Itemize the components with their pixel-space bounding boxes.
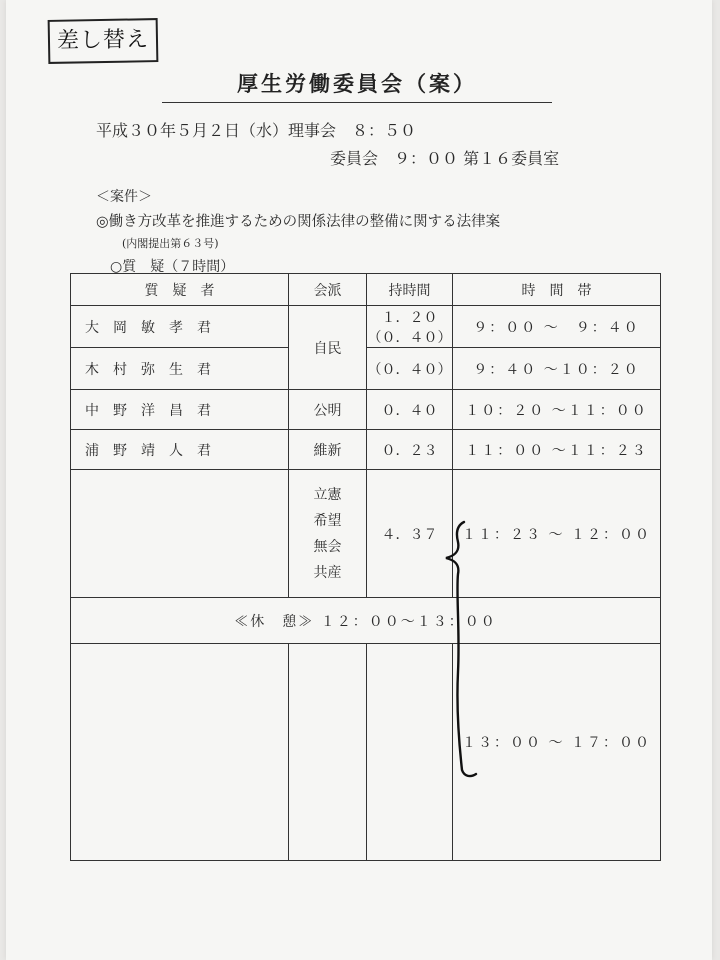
party-cell-empty: [289, 644, 367, 861]
party-cell: 公明: [289, 390, 367, 430]
questioner-name: 中野洋昌君: [71, 390, 289, 430]
handwritten-brace-icon: [440, 512, 480, 780]
party-cell: 自民: [289, 306, 367, 390]
timeslot-cell: １３：００ ～ １７：００: [453, 644, 661, 861]
party-name: 無会: [313, 538, 342, 555]
party-group-cell: [289, 470, 367, 598]
duration-cell: [367, 306, 453, 348]
party-name: 共産: [313, 564, 342, 581]
replacement-stamp: 差し替え: [48, 18, 159, 64]
schedule-line-1: 平成３０年５月２日（水）理事会 ８：５０: [96, 121, 417, 140]
agenda-bill: ◎働き方改革を推進するための関係法律の整備に関する法律案: [96, 214, 501, 230]
party-cell: 維新: [289, 430, 367, 470]
table-row: [71, 430, 661, 470]
col-header-questioner: 質 疑 者: [71, 274, 289, 306]
questioner-name-empty: [71, 470, 289, 598]
questioner-name: 大岡敏孝君: [71, 306, 289, 348]
col-header-timeslot: 時 間 帯: [453, 274, 661, 306]
party-name: 立憲: [313, 486, 342, 503]
break-label: ≪休 憩≫ １２：００～１３：００: [71, 598, 661, 644]
timeslot-cell: １１：００ ～１１：２３: [453, 430, 661, 470]
table-row: [71, 390, 661, 430]
agenda-header: ＜案件＞: [96, 189, 152, 205]
timeslot-cell: ９：４０ ～１０：２０: [453, 348, 661, 390]
timeslot-cell: ９：００ ～ ９：４０: [453, 306, 661, 348]
agenda-bill-note: (内閣提出第６３号): [122, 237, 219, 250]
timeslot-cell: １１：２３ ～ １２：００: [453, 470, 661, 598]
table-row: [71, 306, 661, 348]
schedule-line-2: 委員会 ９：００ 第１６委員室: [330, 149, 560, 168]
page-title: 厚生労働委員会（案）: [162, 68, 552, 103]
col-header-party: 会派: [289, 274, 367, 306]
question-schedule-table: [70, 273, 661, 861]
table-header-row: [71, 274, 661, 306]
afternoon-row: [71, 644, 661, 861]
questioner-name: 木村弥生君: [71, 348, 289, 390]
questioner-name-empty: [71, 644, 289, 861]
col-header-duration: 持時間: [367, 274, 453, 306]
duration-cell: ４．３７: [367, 470, 453, 598]
timeslot-cell: １０：２０ ～１１：００: [453, 390, 661, 430]
duration-cell: （０．４０）: [367, 348, 453, 390]
table-row-group: [71, 470, 661, 598]
duration-share: （０．４０）: [367, 329, 452, 346]
agenda-question: ○質 疑（７時間）: [110, 259, 235, 275]
duration-cell: ０．４０: [367, 390, 453, 430]
party-name: 希望: [313, 512, 342, 529]
duration-cell: ０．２３: [367, 430, 453, 470]
questioner-name: 浦野靖人君: [71, 430, 289, 470]
break-row: [71, 598, 661, 644]
duration-total: １．２０: [381, 309, 438, 326]
